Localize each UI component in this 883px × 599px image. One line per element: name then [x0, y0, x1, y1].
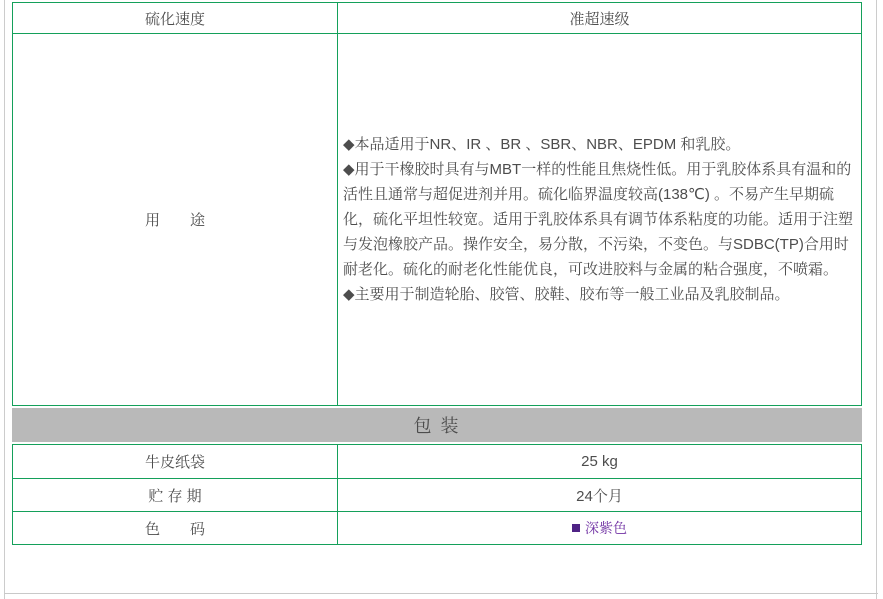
color-code-value-cell — [338, 512, 861, 544]
packaging-section-header: 包 装 — [12, 408, 862, 442]
table-row-bag — [13, 445, 861, 478]
shelf-life-value: 24个月 — [576, 487, 623, 505]
usage-paragraph-1: ◆本品适用于NR、IR 、BR 、SBR、NBR、EPDM 和乳胶。 — [343, 136, 741, 153]
usage-paragraph-3: ◆主要用于制造轮胎、胶管、胶鞋、胶布等一般工业品及乳胶制品。 — [343, 286, 790, 303]
footer-divider — [4, 593, 878, 594]
spec-table-top-section — [12, 2, 862, 406]
cure-speed-label: 硫化速度 — [13, 3, 338, 33]
cure-speed-value: 准超速级 — [569, 10, 630, 28]
color-code-label: 色 码 — [13, 512, 338, 544]
bag-type-label: 牛皮纸袋 — [13, 445, 338, 478]
usage-value-cell — [338, 34, 861, 405]
usage-label: 用 途 — [13, 34, 338, 405]
usage-paragraphs — [338, 132, 861, 307]
shelf-life-label: 贮 存 期 — [13, 479, 338, 511]
table-row-usage — [13, 33, 861, 405]
table-row-shelf-life — [13, 478, 861, 511]
bag-weight-value: 25 kg — [581, 453, 618, 470]
product-spec-table — [12, 2, 862, 545]
table-row-color-code — [13, 511, 861, 544]
dark-purple-swatch-icon — [572, 524, 580, 532]
spec-table-bottom-section — [12, 444, 862, 545]
color-code-value: 深紫色 — [585, 520, 627, 536]
table-row-cure-speed — [13, 3, 861, 33]
usage-paragraph-2: ◆用于干橡胶时具有与MBT一样的性能且焦烧性低。用于乳胶体系具有温和的活性且通常与超促进剂并用。硫化临界温度较高(138℃) 。不易产生早期硫化，硫化平坦性较宽。适用于乳胶体系具有调节体系粘度的功能。适用于注塑与发泡橡胶产品。操作安全，易分散，不污染，不变色。与SDBC(TP)合用时耐老化。硫化的耐老化性能优良，可改进胶料与金属的粘合强度，不喷霜。 — [343, 161, 854, 278]
